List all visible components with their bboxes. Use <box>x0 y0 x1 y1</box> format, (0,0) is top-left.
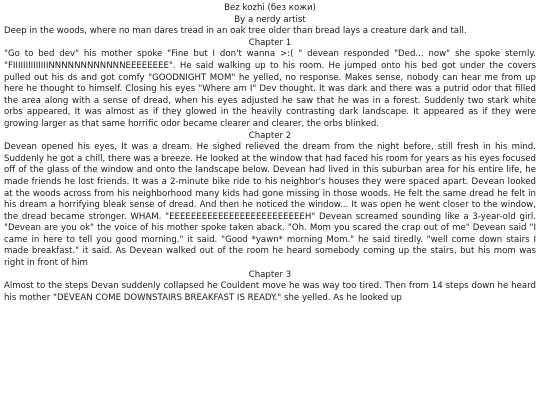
intro-paragraph: Deep in the woods, where no man dares tread in an oak tree older than bread lays a creature dark and tall. <box>4 26 467 37</box>
document-title: Bez kozhi (без кожи) <box>224 3 316 13</box>
chapter-1-text: "Go to bed dev" his mother spoke "Fine but I don't wanna >:( " devean responded "Ded... now" she spoke sternly. "FIIIIIIIIIIIIIINNNNNNNNNNNNEEEEEEEE". He said walking up to his room. He jumped onto his bed got under the covers pulled out his ds and got comfy "GOODNIGHT MOM" he yelled, no response. Makes sense, nobody can hear me from up here he thought to himself. Closing his eyes "Where am I" Dev thought. It was dark and there was a putrid odor that filled the area along with a sense of dread, when his eyes adjusted he saw that he was in a forest. Suddenly two stark white orbs appeared, It was almost as if they glowed in the heavily contrasting dark landscape. It appeared as if they were growing larger as that same horrific odor became clearer and clearer, the orbs blinked. <box>4 49 536 129</box>
chapter-2-text: Devean opened his eyes, It was a dream. He sighed relieved the dream from the night before, still fresh in his mind. Suddenly he got a chill, there was a breeze. He looked at the window that had faced his room for years as his eyes focused off of the glass of the window and onto the landscape below. Devean had lived in this suburban area for his entire life, he made friends he lost friends. It was a 2-minute bike ride to his neighbor's houses they were spaced apart. Devean looked at the woods across from his neighborhood many kids had gone missing in those woods. He felt the same dread he felt in his dream a horrifying bleak sense of dread. And then he noticed the window... It was open he went closer to the window, the dread became stronger. WHAM. "EEEEEEEEEEEEEEEEEEEEEEEEEH" Devean screamed sounding like a 3-year-old girl. "Devean are you ok" the voice of his mother spoke taken aback. "Oh. Mom you scared the crap out of me" Devean said "I came in here to tell you good morning." it said. "Good *yawn* morning Mom." he said tiredly. "well come down stairs I made breakfast." it said. As Devean walked out of the room he heard somebody coming up the stairs, but his mom was right in front of him <box>4 142 536 269</box>
chapter-3-heading: Chapter 3 <box>248 269 292 280</box>
chapter-1-heading: Chapter 1 <box>248 37 292 48</box>
author-line: By a nerdy artist <box>234 14 306 25</box>
chapter-3-text: Almost to the steps Devan suddenly collapsed he Couldent move he was way too tired. Then from 14 steps down he heard his mother "DEVEAN COME DOWNSTAIRS BREAKFAST IS READY." she yelled. As he looked up <box>4 281 536 303</box>
chapter-2-heading: Chapter 2 <box>248 130 292 141</box>
